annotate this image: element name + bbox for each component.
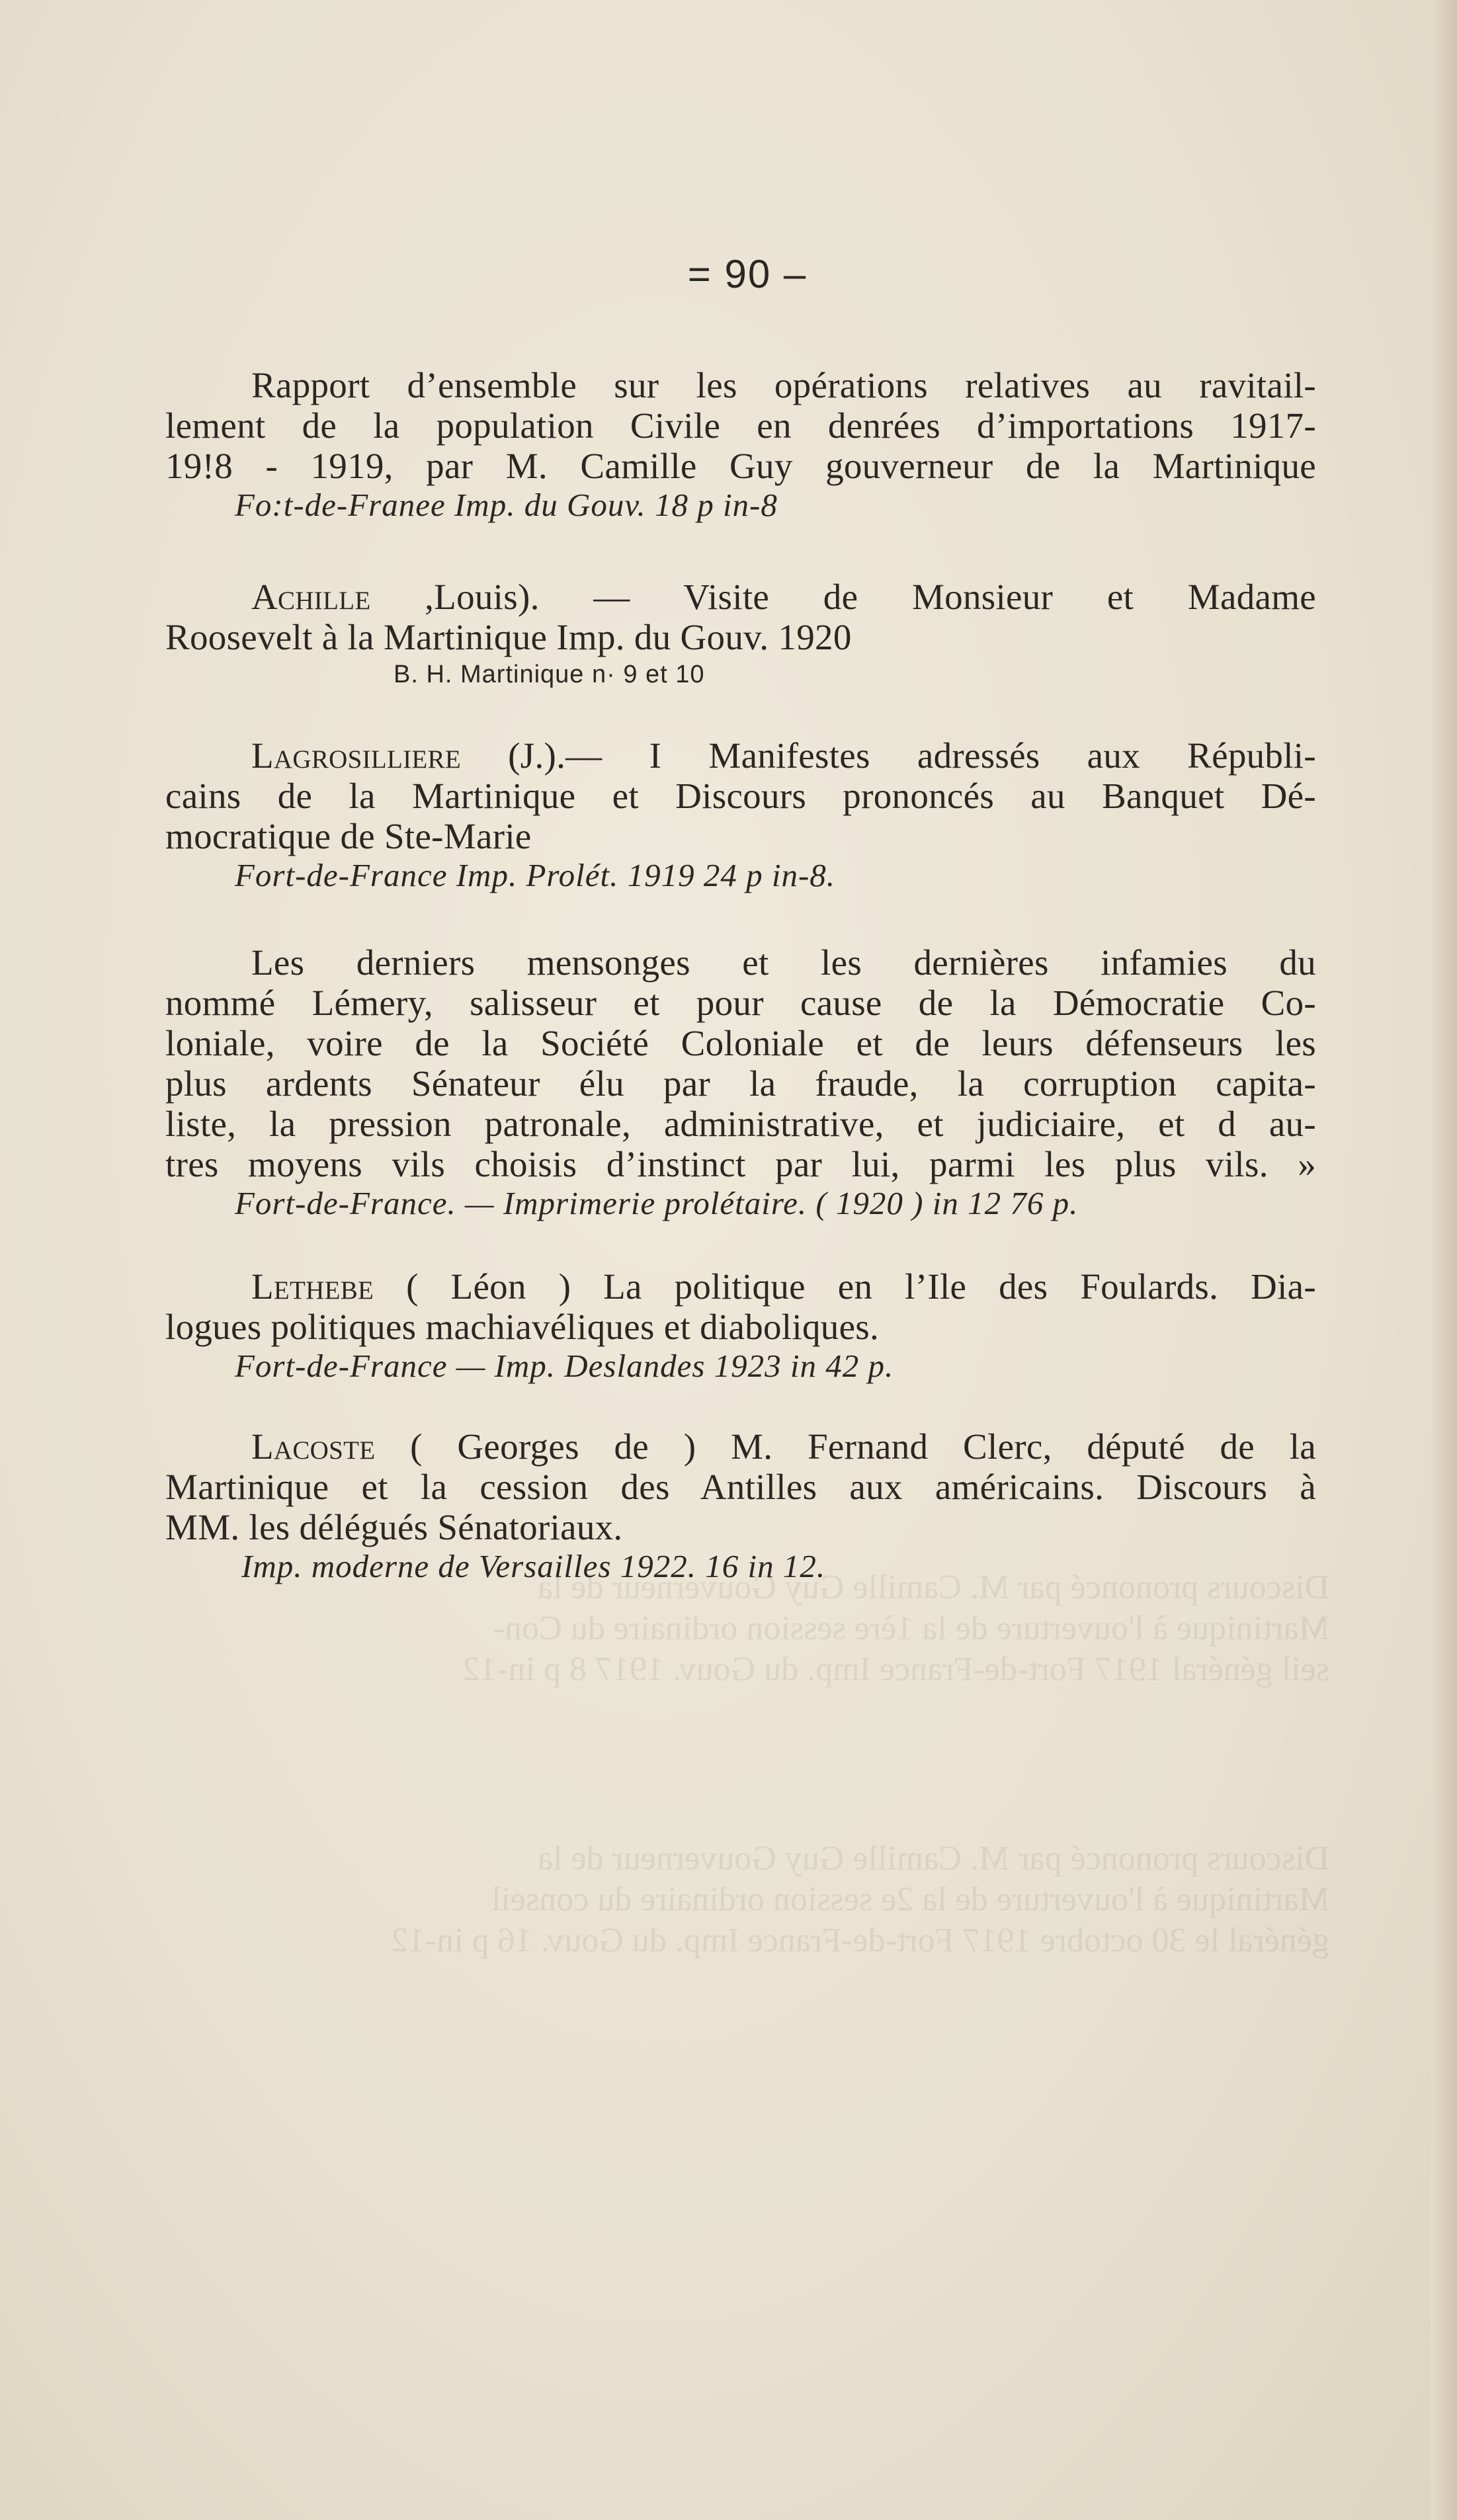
show-through-text: Discours prononcé par M. Camille Guy Gouverneur de la Martinique à l'ouverture de la 2e session ordinaire du conseil général le 30 octobre 1917 Fort-de-France Imp. du Gouv. 16 p in-12 (390, 1840, 1329, 1959)
bibliography-entry (165, 365, 1316, 524)
entry-text-line: logues politiques machiavéliques et diaboliques. (165, 1307, 880, 1347)
entry-imprint: Fort-de-France — Imp. Deslandes 1923 in 42 p. (235, 1348, 894, 1384)
show-through-text: Discours prononcé par M. Camille Guy Gouverneur de la Martinique à l'ouverture de la 1ère session ordinaire du Con- seil général 1917 Fort-de-France Imp. du Gouv. 1917 8 p in-12 (462, 1568, 1329, 1688)
bibliography-entry (165, 735, 1316, 895)
page-edge (1431, 0, 1457, 2520)
entry-author: Achille (251, 577, 371, 617)
entry-text-line: lement de la population Civile en denrées d’importations 1917- (165, 405, 1316, 446)
entry-imprint: Imp. moderne de Versailles 1922. 16 in 12. (241, 1548, 826, 1584)
entry-text-line: nommé Lémery, salisseur et pour cause de la Démocratie Co- (165, 983, 1316, 1023)
entry-note: B. H. Martinique n· 9 et 10 (394, 661, 705, 688)
entry-text-line: tres moyens vils choisis d’instinct par lui, parmi les plus vils. » (165, 1144, 1316, 1184)
entry-text-line: Roosevelt à la Martinique Imp. du Gouv. 1920 (165, 617, 852, 657)
entry-text-line: Martinique et la cession des Antilles aux américains. Discours à (165, 1467, 1316, 1507)
entry-imprint: Fort-de-France. — Imprimerie prolétaire. ( 1920 ) in 12 76 p. (235, 1185, 1079, 1221)
entry-text-line: Les derniers mensonges et les dernières infamies du (251, 942, 1316, 983)
entry-text-line (165, 577, 1316, 617)
entry-author: Lethebe (251, 1266, 374, 1307)
entry-text-line: MM. les délégués Sénatoriaux. (165, 1507, 623, 1547)
entry-author: Lagrosillierе (251, 735, 461, 776)
entry-text-fragment: ( Georges de ) M. Fernand Clerc, député de la (410, 1426, 1316, 1467)
bibliography-entry (165, 1426, 1316, 1586)
entry-text-fragment: ,Louis). — Visite de Monsieur et Madame (425, 577, 1316, 617)
bibliography-entry (165, 942, 1316, 1223)
entry-imprint: Fort-de-Frаnce Imp. Prolét. 1919 24 p in-8. (235, 857, 836, 893)
entry-text-line: cains de la Martinique et Discours prononcés au Banquet Dé- (165, 776, 1316, 816)
bibliography-entry (165, 577, 1316, 692)
entry-text-fragment: (J.).— I Manifestes adressés aux Républi- (508, 735, 1316, 776)
entry-text-line (165, 1266, 1316, 1307)
entry-imprint: Fo:t-de-Franee Imp. du Gouv. 18 p in-8 (235, 487, 778, 523)
entry-text-line: loniale, voire de la Société Coloniale et de leurs défenseurs les (165, 1023, 1316, 1063)
page-number: = 90 – (687, 252, 808, 296)
entry-text-line: 19!8 - 1919, par M. Camille Guy gouverneur de la Martinique (165, 446, 1316, 486)
entry-text-line: liste, la pression patronale, administrative, et judiciaire, et d au- (165, 1104, 1316, 1144)
entry-author: Lacoste (251, 1426, 376, 1467)
entry-text-line (165, 735, 1316, 776)
bibliography-entry (165, 1266, 1316, 1385)
entry-text-line (165, 1426, 1316, 1467)
entry-text-line: mocratique de Ste-Marie (165, 816, 532, 856)
entry-text-fragment: ( Léon ) La politique en l’Ile des Foulards. Dia- (406, 1266, 1316, 1307)
entry-text-line: plus ardents Sénateur élu par la fraude, la corruption capita- (165, 1063, 1316, 1104)
entry-text-line: Rapport d’ensemble sur les opérations relatives au ravitail- (251, 365, 1316, 405)
